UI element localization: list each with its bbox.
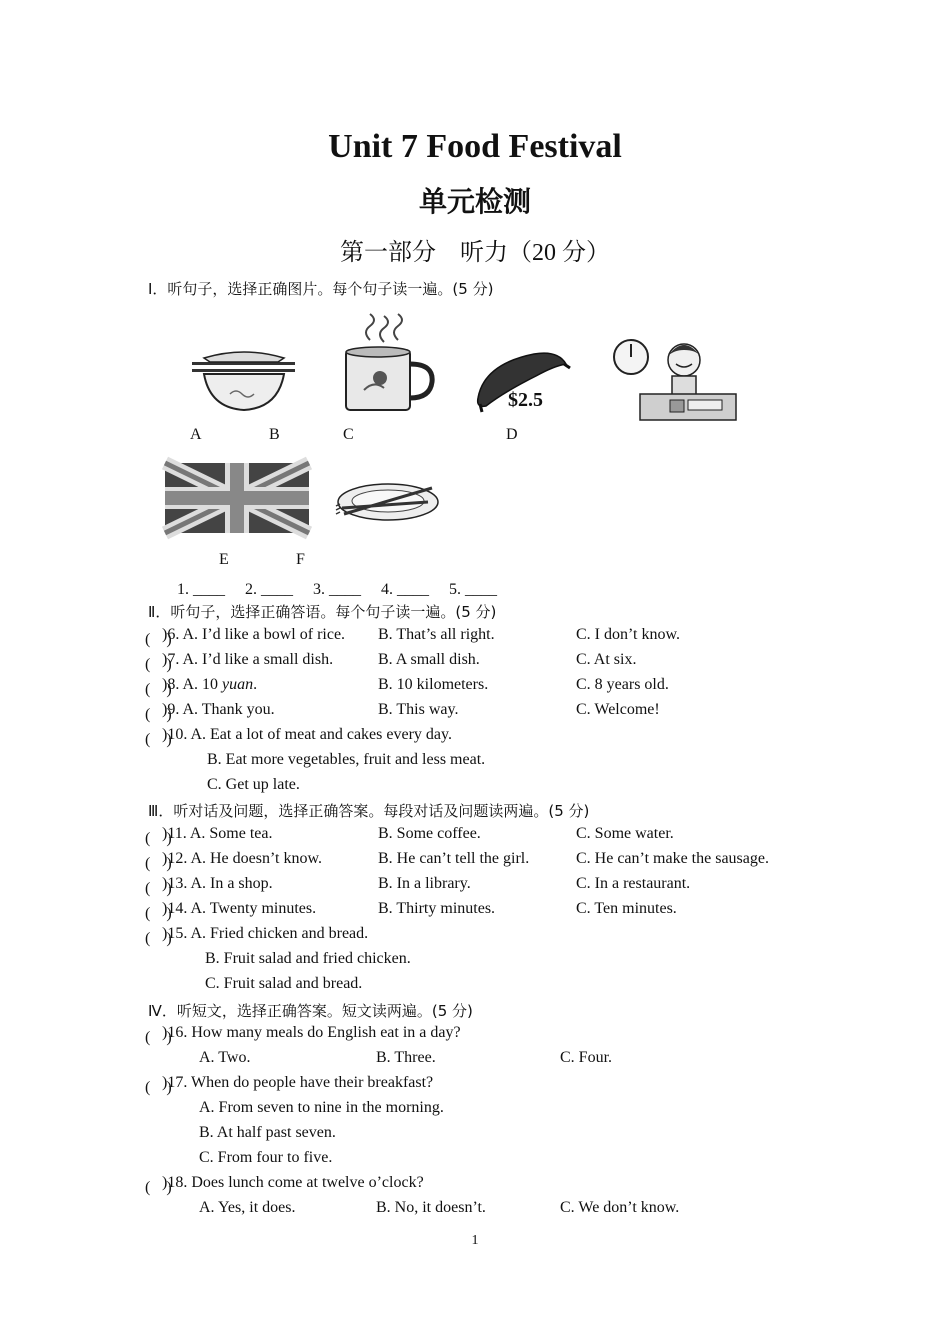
question-6: )6. A. I’d like a bowl of rice.	[162, 626, 346, 643]
answer-bracket[interactable]: ( )	[145, 855, 172, 872]
question-12-option-b: B. He can’t tell the girl.	[378, 850, 530, 867]
picture-label-d: D	[506, 426, 518, 443]
page-subtitle: 单元检测	[418, 185, 531, 218]
question-17-option-a: A. From seven to nine in the morning.	[199, 1099, 444, 1116]
question-10: )10. A. Eat a lot of meat and cakes every day.	[162, 726, 452, 743]
question-18-option-a: A. Yes, it does.	[199, 1199, 296, 1216]
section-2-heading: Ⅱ．听句子，选择正确答语。每个句子读一遍。(5 分)	[148, 603, 497, 621]
answer-bracket[interactable]: ( )	[145, 830, 172, 847]
question-15: )15. A. Fried chicken and bread.	[162, 925, 369, 942]
question-14-option-c: C. Ten minutes.	[576, 900, 677, 917]
question-10-option-c: C. Get up late.	[207, 776, 300, 793]
question-10-option-b: B. Eat more vegetables, fruit and less meat.	[207, 751, 486, 768]
answer-bracket[interactable]: ( )	[145, 656, 172, 673]
picture-label-c: C	[343, 426, 354, 443]
question-9-option-c: C. Welcome!	[576, 701, 660, 718]
section-3-heading: Ⅲ．听对话及问题，选择正确答案。每段对话及问题读两遍。(5 分)	[148, 802, 590, 820]
question-8	[162, 676, 257, 694]
question-17-option-b: B. At half past seven.	[199, 1124, 336, 1141]
question-11-option-b: B. Some coffee.	[378, 825, 481, 842]
picture-label-a: A	[190, 426, 202, 443]
answer-bracket[interactable]: ( )	[145, 706, 172, 723]
answer-bracket[interactable]: ( )	[145, 1029, 172, 1046]
page-number: 1	[471, 1233, 479, 1248]
question-12: )12. A. He doesn’t know.	[162, 850, 322, 867]
answer-blanks[interactable]: 1. ____ 2. ____ 3. ____ 4. ____ 5. ____	[177, 581, 498, 598]
question-8-unit: yuan	[222, 676, 254, 693]
picture-label-b: B	[269, 426, 280, 443]
question-11-option-c: C. Some water.	[576, 825, 674, 842]
question-6-option-c: C. I don’t know.	[576, 626, 680, 643]
question-14: )14. A. Twenty minutes.	[162, 900, 317, 917]
answer-bracket[interactable]: ( )	[145, 1179, 172, 1196]
question-17-option-c: C. From four to five.	[199, 1149, 333, 1166]
question-13-option-b: B. In a library.	[378, 875, 471, 892]
question-14-option-b: B. Thirty minutes.	[378, 900, 496, 917]
section-4-heading: Ⅳ．听短文，选择正确答案。短文读两遍。(5 分)	[148, 1002, 473, 1020]
price-tag: $2.5	[508, 389, 543, 411]
question-7: )7. A. I’d like a small dish.	[162, 651, 334, 668]
question-18-option-b: B. No, it doesn’t.	[376, 1199, 486, 1216]
question-16-option-b: B. Three.	[376, 1049, 436, 1066]
question-9-option-b: B. This way.	[378, 701, 459, 718]
question-9: )9. A. Thank you.	[162, 701, 275, 718]
question-18-option-c: C. We don’t know.	[560, 1199, 680, 1216]
answer-bracket[interactable]: ( )	[145, 731, 172, 748]
bowl-chopsticks-picture	[190, 348, 298, 416]
answer-bracket[interactable]: ( )	[145, 905, 172, 922]
question-16-option-c: C. Four.	[560, 1049, 613, 1066]
question-7-option-b: B. A small dish.	[378, 651, 480, 668]
answer-bracket[interactable]: ( )	[145, 681, 172, 698]
question-15-option-c: C. Fruit salad and bread.	[205, 975, 363, 992]
question-8-text: )8. A. 10	[162, 676, 222, 693]
question-8-option-c: C. 8 years old.	[576, 676, 669, 693]
plate-knife-fork-picture	[336, 480, 440, 524]
question-17: )17. When do people have their breakfast?	[162, 1074, 434, 1091]
page-title: Unit 7 Food Festival	[328, 128, 622, 165]
answer-bracket[interactable]: ( )	[145, 880, 172, 897]
question-11: )11. A. Some tea.	[162, 825, 273, 842]
section-1-heading: Ⅰ．听句子，选择正确图片。每个句子读一遍。(5 分)	[148, 280, 494, 298]
question-12-option-c: C. He can’t make the sausage.	[576, 850, 769, 867]
question-6-option-b: B. That’s all right.	[378, 626, 495, 643]
question-15-option-b: B. Fruit salad and fried chicken.	[205, 950, 411, 967]
answer-bracket[interactable]: ( )	[145, 930, 172, 947]
question-7-option-c: C. At six.	[576, 651, 637, 668]
question-13: )13. A. In a shop.	[162, 875, 273, 892]
question-16: )16. How many meals do English eat in a day?	[162, 1024, 461, 1041]
question-16-option-a: A. Two.	[199, 1049, 251, 1066]
uk-flag-picture	[165, 463, 309, 533]
question-18: )18. Does lunch come at twelve o’clock?	[162, 1174, 424, 1191]
picture-label-f: F	[296, 551, 305, 568]
question-8-period: .	[253, 676, 258, 693]
question-8-option-b: B. 10 kilometers.	[378, 676, 489, 693]
boy-lunch-clock-picture	[612, 338, 738, 422]
part-heading: 第一部分 听力（20 分）	[340, 240, 610, 266]
question-13-option-c: C. In a restaurant.	[576, 875, 691, 892]
answer-bracket[interactable]: ( )	[145, 1079, 172, 1096]
picture-label-e: E	[219, 551, 229, 568]
tea-mug-picture	[340, 312, 436, 414]
answer-bracket[interactable]: ( )	[145, 631, 172, 648]
